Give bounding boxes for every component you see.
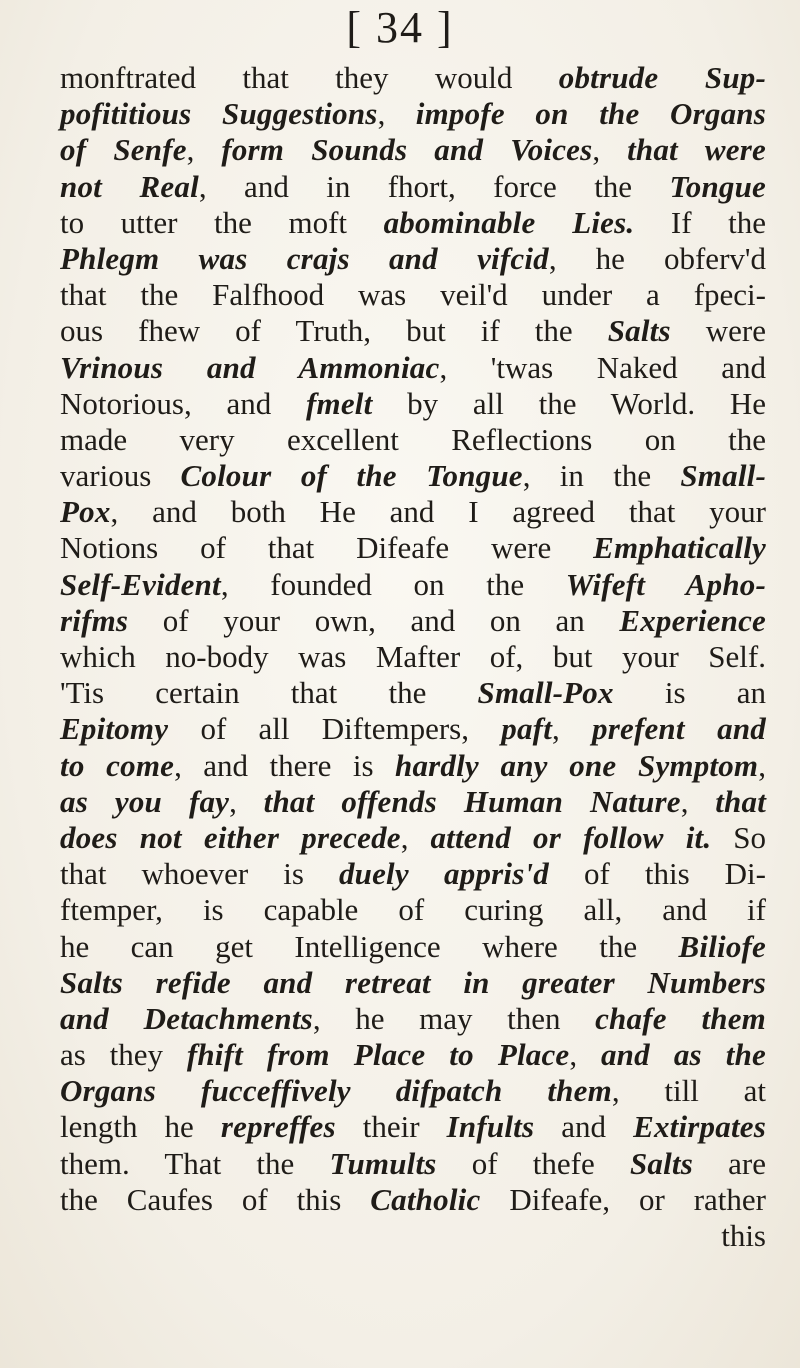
roman-text: of this Di- — [549, 856, 766, 892]
italic-text: of Senfe — [60, 132, 187, 168]
italic-text: and Detachments — [60, 1000, 313, 1036]
roman-text: that whoever is — [60, 856, 339, 892]
italic-text: Small- — [680, 458, 766, 494]
italic-text: Colour of the Tongue — [180, 458, 523, 494]
text-line — [60, 241, 766, 277]
text-line — [60, 1109, 766, 1145]
text-line — [60, 1218, 766, 1254]
roman-text: , till at — [611, 1073, 767, 1109]
italic-text: that — [715, 783, 767, 819]
roman-text: , — [229, 783, 264, 819]
text-line — [60, 1001, 766, 1037]
roman-text: the Caufes of this — [60, 1181, 371, 1217]
roman-text: various — [60, 458, 181, 494]
italic-text: Vrinous and Ammoniac — [60, 349, 440, 385]
text-line — [60, 1073, 766, 1109]
italic-text: Organs fucceffively difpatch them — [60, 1073, 612, 1109]
roman-text: , 'twas Naked and — [439, 349, 767, 385]
italic-text: Salts — [629, 1145, 693, 1181]
roman-text: , — [552, 711, 593, 747]
roman-text: Notorious, and — [60, 385, 306, 421]
roman-text: , — [400, 819, 431, 855]
italic-text: fhift from Place to Place — [186, 1037, 570, 1073]
roman-text: length he — [60, 1109, 221, 1145]
roman-text: ftemper, is capable of curing all, and if — [60, 892, 766, 928]
roman-text: , he obferv'd — [548, 240, 766, 276]
italic-text: paft — [501, 711, 553, 747]
italic-text: attend or follow it. — [430, 819, 712, 855]
italic-text: obtrude Sup- — [558, 60, 766, 95]
roman-text: , — [758, 747, 766, 783]
text-line — [60, 675, 766, 711]
roman-text: and — [534, 1109, 634, 1145]
text-line — [60, 1037, 766, 1073]
italic-text: not Real — [60, 168, 199, 204]
roman-text: , he may then — [312, 1000, 596, 1036]
italic-text: Catholic — [370, 1181, 481, 1217]
roman-text: , and both He and I agreed that your — [110, 494, 766, 530]
roman-text: which no-body was Mafter of, but your Self. — [60, 639, 766, 674]
italic-text: Biliofe — [678, 928, 766, 964]
italic-text: Epitomy — [60, 711, 169, 747]
roman-text: So — [711, 819, 766, 855]
text-line — [60, 929, 766, 965]
roman-text: of your own, and on an — [128, 602, 620, 638]
text-line — [60, 784, 766, 820]
body-text — [60, 60, 766, 1254]
roman-text: , — [592, 132, 628, 168]
roman-text: Notions of that Difeafe were — [60, 530, 594, 566]
italic-text: that were — [627, 132, 766, 168]
roman-text: by all the World. He — [372, 385, 766, 421]
italic-text: does not either precede — [60, 819, 401, 855]
text-line — [60, 639, 766, 675]
italic-text: Pox — [60, 494, 111, 530]
italic-text: and as the — [600, 1037, 766, 1073]
italic-text: hardly any one Symptom — [395, 747, 759, 783]
italic-text: impofe on the Organs — [415, 96, 766, 132]
text-line — [60, 96, 766, 132]
text-line — [60, 277, 766, 313]
text-line — [60, 132, 766, 168]
italic-text: that offends Human Nature — [263, 783, 681, 819]
roman-text: , founded on the — [220, 566, 566, 602]
roman-text: , — [680, 783, 716, 819]
italic-text: Emphatically — [593, 530, 766, 566]
text-line — [60, 965, 766, 1001]
italic-text: Tumults — [329, 1145, 437, 1181]
italic-text: Infults — [446, 1109, 535, 1145]
italic-text: Self-Evident — [60, 566, 221, 602]
italic-text: fmelt — [305, 385, 373, 421]
roman-text: made very excellent Reflections on the — [60, 421, 766, 457]
text-line — [60, 711, 766, 747]
roman-text: are — [692, 1145, 767, 1181]
italic-text: abominable Lies. — [383, 204, 635, 240]
italic-text: form Sounds and Voices — [221, 132, 593, 168]
italic-text: Small-Pox — [477, 675, 614, 711]
text-line — [60, 892, 766, 928]
italic-text: as you fay — [60, 783, 230, 819]
italic-text: prefent and — [592, 711, 766, 747]
roman-text: , in the — [522, 458, 681, 494]
roman-text: as they — [60, 1037, 187, 1073]
roman-text: ous fhew of Truth, but if the — [60, 313, 608, 349]
text-line — [60, 205, 766, 241]
roman-text: he can get Intelligence where the — [60, 928, 679, 964]
text-line — [60, 494, 766, 530]
italic-text: pofititious Suggestions — [60, 96, 378, 132]
text-line — [60, 169, 766, 205]
roman-text: that the Falfhood was veil'd under a fpeci- — [60, 277, 766, 313]
roman-text: were — [670, 313, 767, 349]
roman-text: , and there is — [174, 747, 395, 783]
text-line — [60, 422, 766, 458]
italic-text: Experience — [619, 602, 766, 638]
roman-text: If the — [634, 204, 766, 240]
roman-text: monftrated that they would — [60, 60, 559, 95]
text-line — [60, 1146, 766, 1182]
italic-text: Salts refide and retreat in greater Numbers — [60, 964, 766, 1000]
roman-text: this — [721, 1218, 766, 1253]
italic-text: Wifeft Apho- — [565, 566, 766, 602]
text-line — [60, 386, 766, 422]
italic-text: Salts — [607, 313, 671, 349]
italic-text: Extirpates — [633, 1109, 766, 1145]
text-line — [60, 350, 766, 386]
page-number: [ 34 ] — [346, 3, 454, 52]
text-line — [60, 567, 766, 603]
text-line — [60, 603, 766, 639]
italic-text: to come — [60, 747, 175, 783]
roman-text: Difeafe, or rather — [480, 1181, 766, 1217]
italic-text: rifms — [60, 602, 129, 638]
roman-text: to utter the moft — [60, 204, 384, 240]
text-line — [60, 748, 766, 784]
roman-text: , and in fhort, force the — [198, 168, 670, 204]
italic-text: Phlegm was crajs and vifcid — [60, 240, 549, 276]
italic-text: repreffes — [220, 1109, 336, 1145]
text-line — [60, 820, 766, 856]
roman-text: 'Tis certain that the — [60, 675, 478, 711]
roman-text: them. That the — [60, 1145, 330, 1181]
text-line — [60, 458, 766, 494]
roman-text: , — [186, 132, 222, 168]
text-line — [60, 313, 766, 349]
text-line — [60, 1182, 766, 1218]
text-line — [60, 60, 766, 96]
italic-text: Tongue — [669, 168, 766, 204]
roman-text: , — [569, 1037, 601, 1073]
text-line — [60, 530, 766, 566]
roman-text: is an — [613, 675, 766, 711]
roman-text: their — [335, 1109, 447, 1145]
roman-text: , — [377, 96, 416, 132]
roman-text: of thefe — [436, 1145, 630, 1181]
italic-text: duely appris'd — [338, 856, 549, 892]
text-line — [60, 856, 766, 892]
roman-text: of all Diftempers, — [168, 711, 502, 747]
italic-text: chafe them — [595, 1000, 766, 1036]
